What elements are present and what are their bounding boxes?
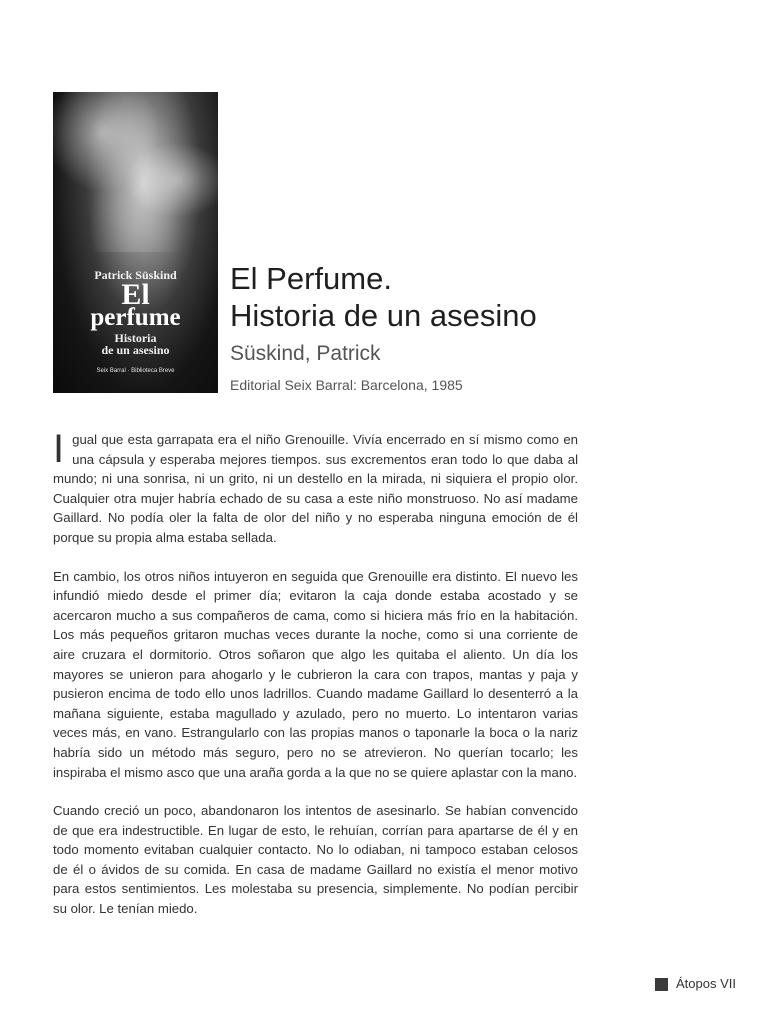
cover-author: Patrick Süskind — [94, 268, 177, 282]
cover-title-line2: perfume — [90, 304, 181, 331]
cover-subtitle — [53, 332, 218, 356]
cover-subtitle-line1: Historia — [114, 331, 157, 345]
paragraph-3: Cuando creció un poco, abandonaron los intentos de asesinarlo. Se habían convencido de que era indestructible. En lugar de esto, le rehuían, corrían para apartarse de él y en todo momento evitaban cualquier contacto. No lo odiaban, ni tampoco estaban celosos de él o ávidos de su comida. En casa de madame Gaillard no existía el menor motivo para estos sentimientos. Les molestaba su presencia, simplemente. No podían percibir su olor. Le tenían miedo. — [53, 803, 578, 917]
book-title — [230, 260, 537, 334]
book-title-line1: El Perfume. — [230, 261, 392, 296]
book-author: Süskind, Patrick — [230, 342, 381, 365]
footer-label: Átopos VII — [676, 976, 736, 991]
paragraph-1-text: gual que esta garrapata era el niño Grenouille. Vivía encerrado en sí mismo como en una cápsula y esperaba mejores tiempos. sus excrementos eran todo lo que daba al mundo; ni una sonrisa, ni un grito, ni un destello en la mirada, ni siquiera el propio olor. Cualquier otra mujer habría echado de su casa a este niño monstruoso. No así madame Gaillard. No podía oler la falta de olor del niño y no esperaba ninguna emoción de él porque su propia alma estaba sellada. — [53, 432, 578, 545]
book-publisher: Editorial Seix Barral: Barcelona, 1985 — [230, 377, 463, 393]
paragraph-1 — [53, 427, 578, 548]
book-title-line2: Historia de un asesino — [230, 298, 537, 333]
drop-cap: I — [53, 427, 65, 471]
cover-artwork — [53, 92, 218, 252]
book-cover-image — [53, 92, 218, 393]
article-body — [53, 427, 578, 938]
footer-square-icon — [655, 978, 668, 991]
cover-subtitle-line2: de un asesino — [101, 343, 170, 357]
cover-title-line1: El — [121, 278, 150, 311]
paragraph-2: En cambio, los otros niños intuyeron en seguida que Grenouille era distinto. El nuevo les infundió miedo desde el primer día; evitaron la caja donde estaba acostado y se acercaron mucho a sus compañeros de cama, como si hiciera más frío en la habitación. Los más pequeños gritaron muchas veces durante la noche, como si una corriente de aire cruzara el dormitorio. Otros soñaron que algo les quitaba el aliento. Un día los mayores se unieron para ahogarlo y le cubrieron la cara con trapos, mantas y paja y pusieron encima de todo ello unos ladrillos. Cuando madame Gaillard lo desenterró a la mañana siguiente, estaba magullado y azulado, pero no muerto. Lo intentaron varias veces más, en vano. Estrangularlo con las propias manos o taponarle la boca o la nariz habría sido un método más seguro, pero no se atrevieron. No querían tocarlo; les inspiraba el mismo asco que una araña gorda a la que no se quiere aplastar con la mano. — [53, 568, 578, 780]
cover-publisher: Seix Barral · Biblioteca Breve — [96, 368, 175, 374]
